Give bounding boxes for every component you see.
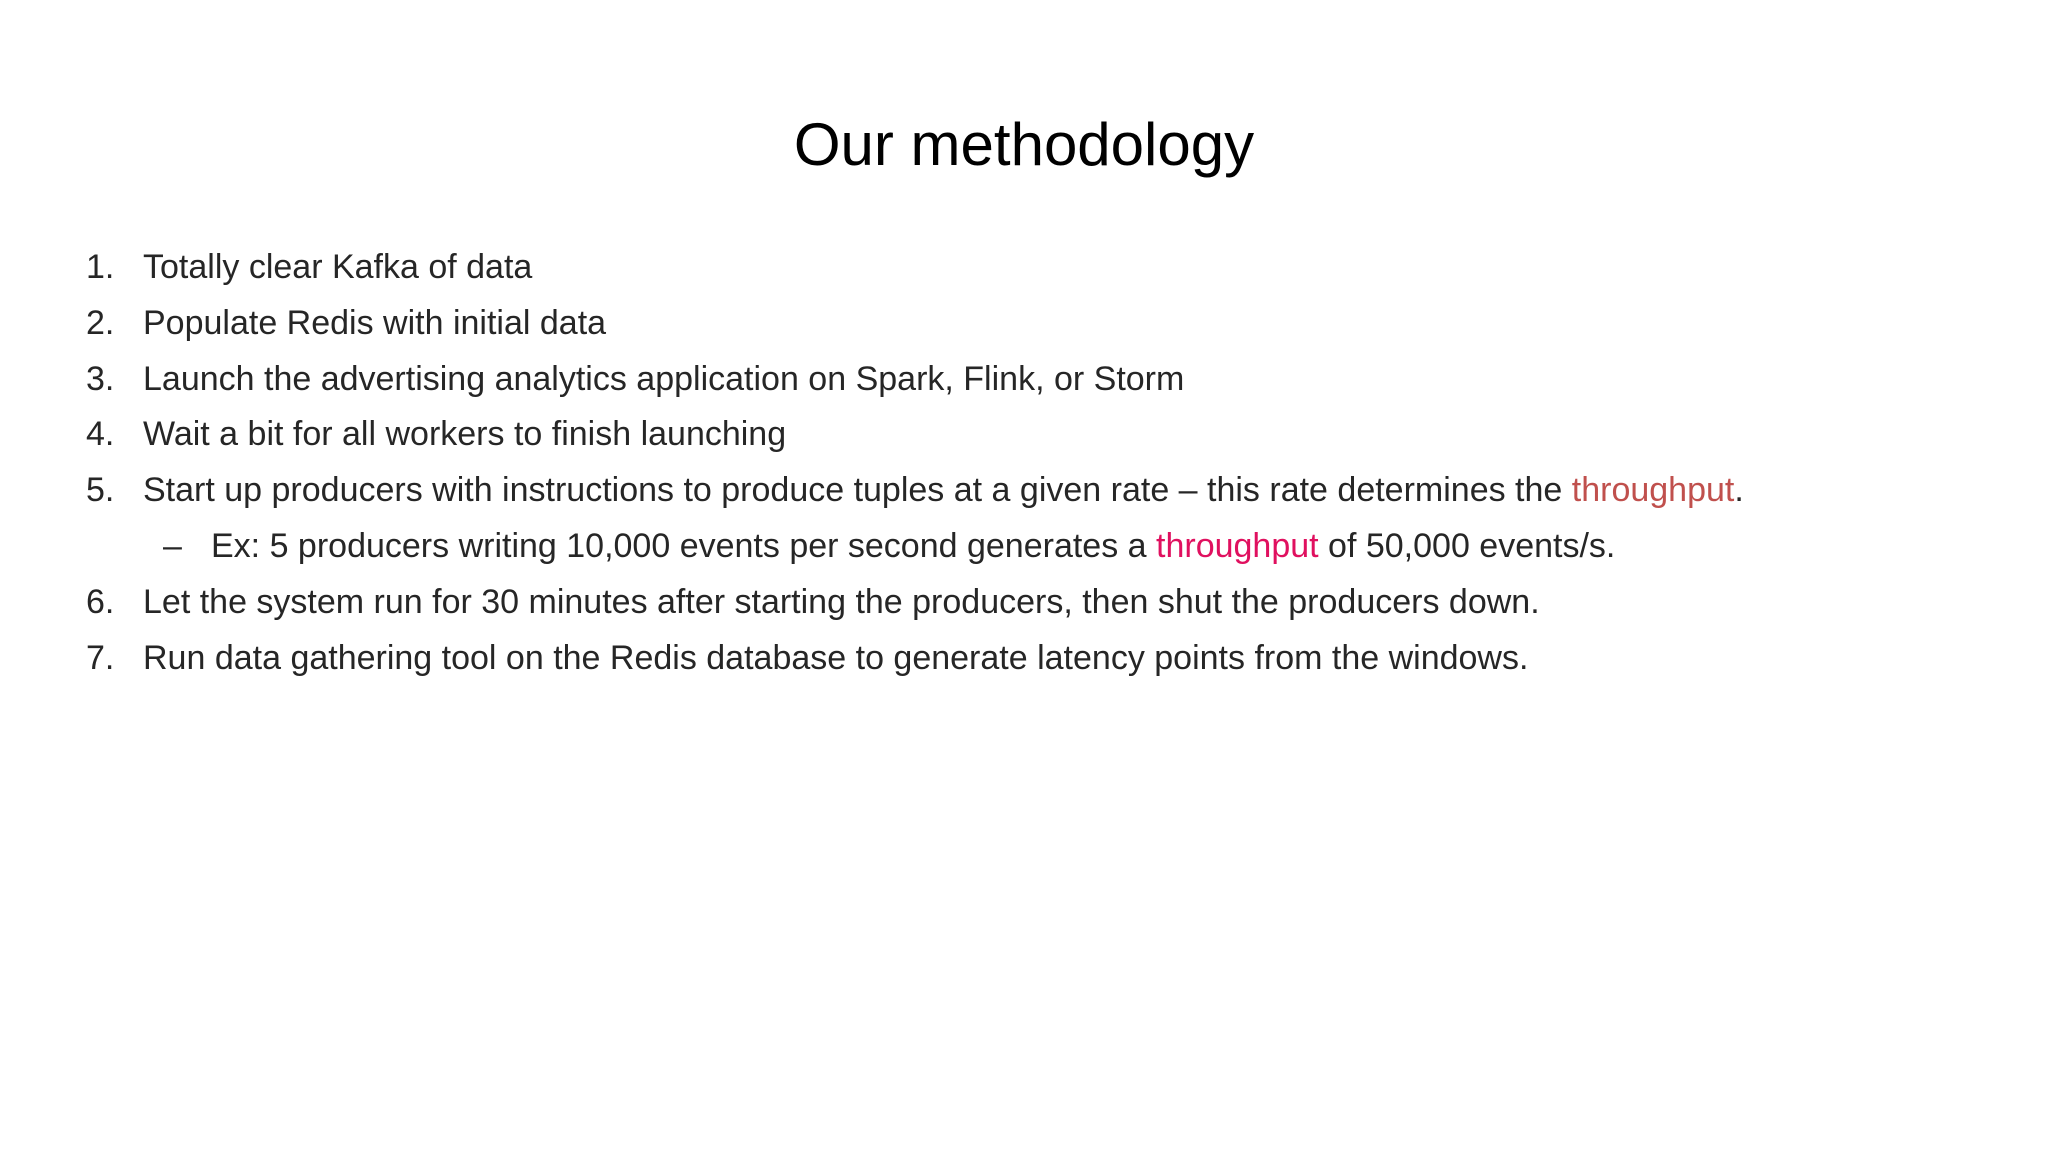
throughput-highlight: throughput: [1156, 526, 1319, 565]
list-item: [86, 631, 2026, 687]
list-item-number: 5.: [86, 471, 115, 510]
list-item: [86, 240, 2026, 296]
list-item-number: 2.: [86, 303, 115, 342]
list-item-text-before: Start up producers with instructions to produce tuples at a given rate – this rate determines the: [143, 471, 1572, 510]
sub-list-text-after: of 50,000 events/s.: [1318, 526, 1616, 565]
list-item-number: 1.: [86, 248, 115, 286]
list-item-text-after: .: [1734, 471, 1744, 510]
list-item: [86, 407, 2026, 463]
list-item-text: Populate Redis with initial data: [143, 303, 607, 342]
list-item-number: 7.: [86, 638, 115, 677]
methodology-list: [86, 240, 2026, 686]
list-item: [86, 463, 2026, 519]
list-item: [86, 575, 2026, 631]
list-item-text: [143, 463, 1744, 519]
sub-list-dash: –: [163, 526, 182, 565]
sub-list-text-before: Ex: 5 producers writing 10,000 events per second generates a: [211, 526, 1157, 565]
list-item-text: Wait a bit for all workers to finish launching: [143, 415, 787, 454]
sub-list-item: [86, 519, 2026, 575]
list-item: [86, 296, 2026, 352]
list-item-number: 6.: [86, 582, 115, 621]
list-item-text: Launch the advertising analytics application on Spark, Flink, or Storm: [143, 359, 1185, 398]
list-item-text: Let the system run for 30 minutes after starting the producers, then shut the producers down.: [143, 582, 1540, 621]
list-item-number: 3.: [86, 359, 115, 398]
slide-title: Our methodology: [793, 111, 1255, 178]
list-item-number: 4.: [86, 415, 115, 454]
list-item-text: Run data gathering tool on the Redis database to generate latency points from the windows.: [143, 638, 1529, 677]
throughput-highlight: throughput: [1571, 471, 1735, 510]
list-item: [86, 352, 2026, 408]
sub-list-item-text: [211, 519, 1615, 575]
list-item-text: Totally clear Kafka of data: [143, 248, 533, 286]
